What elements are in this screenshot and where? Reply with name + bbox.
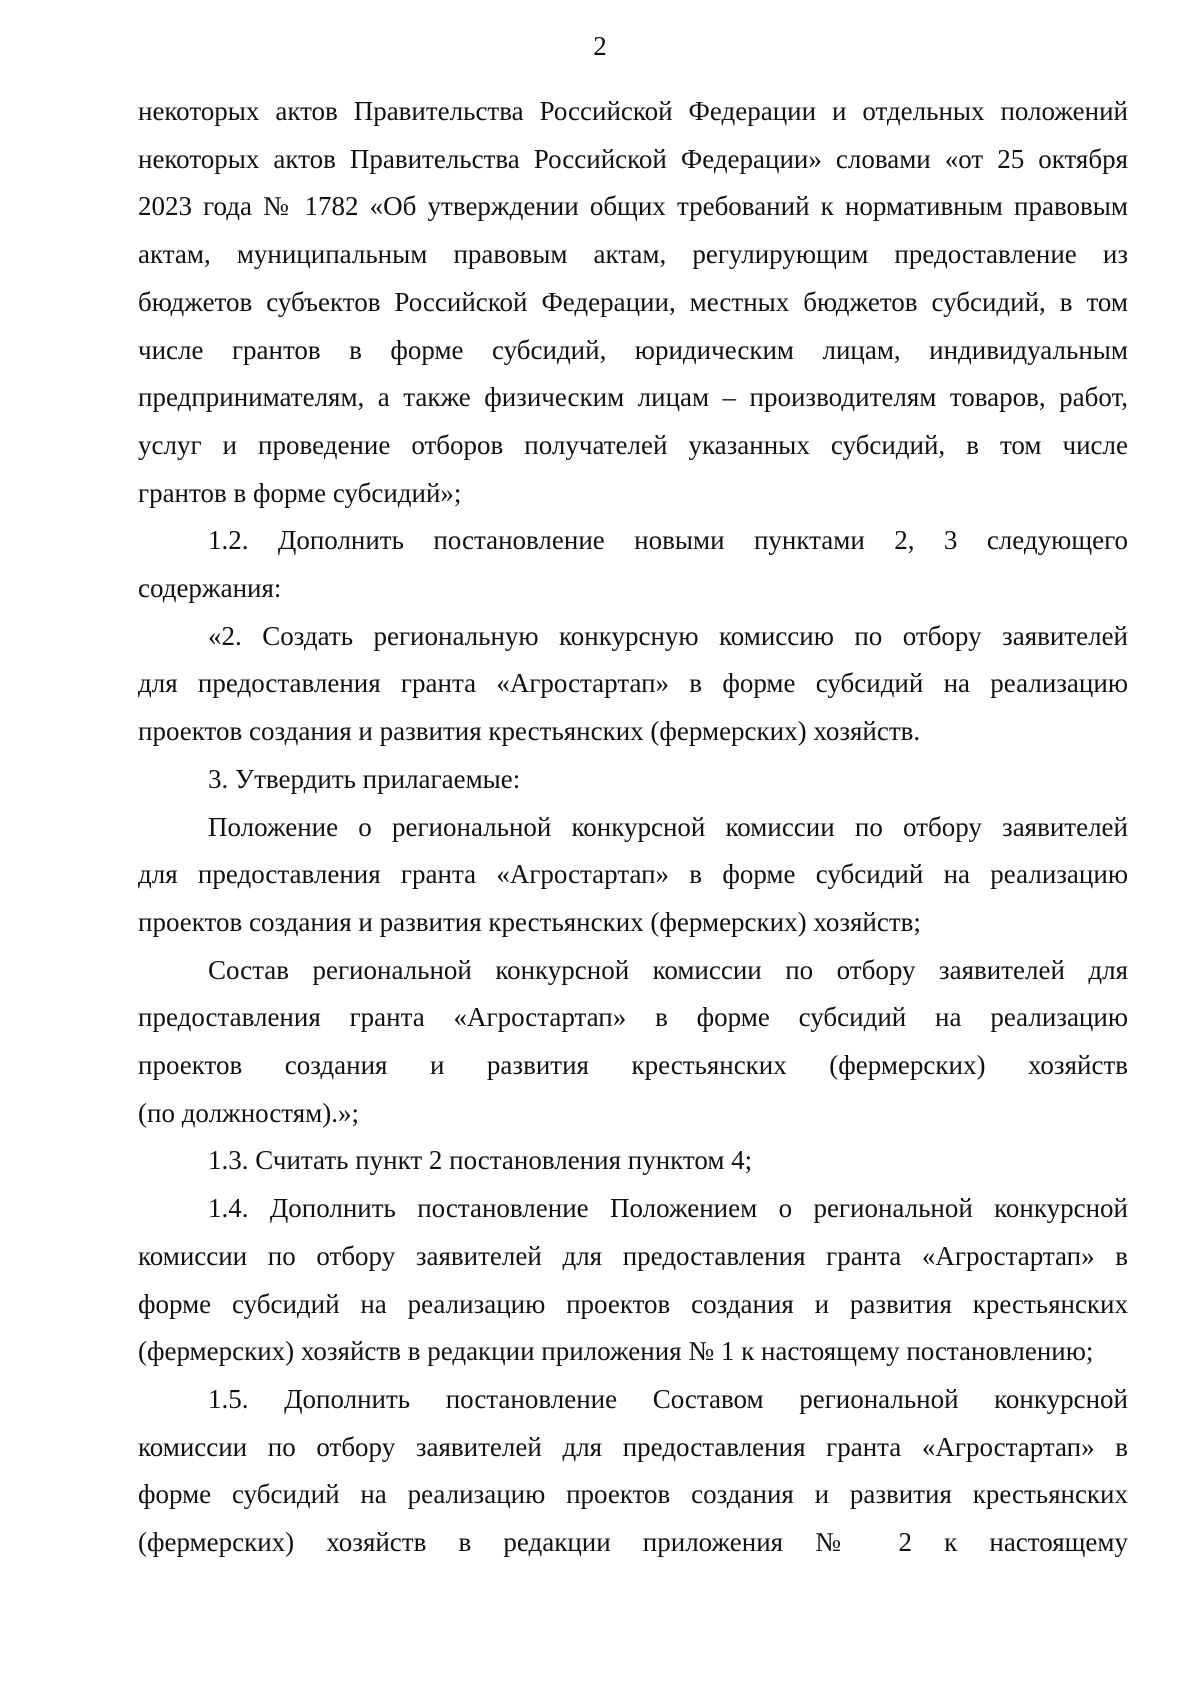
page-number: 2	[593, 31, 607, 61]
text-line: проектов создания и развития крестьянских (фермерских) хозяйств.	[138, 716, 921, 747]
text-line: содержания:	[138, 573, 282, 604]
text-line: бюджетов субъектов Российской Федерации, местных бюджетов субсидий, в том	[138, 286, 1128, 317]
text-line: услуг и проведение отборов получателей указанных субсидий, в том числе	[138, 429, 1128, 460]
text-line: комиссии по отбору заявителей для предоставления гранта «Агростартап» в	[138, 1240, 1128, 1271]
text-line: грантов в форме субсидий»;	[138, 477, 462, 508]
text-line: форме субсидий на реализацию проектов создания и развития крестьянских	[138, 1479, 1128, 1510]
text-line: 2023 года № 1782 «Об утверждении общих требований к нормативным правовым	[138, 191, 1128, 222]
text-line: 1.5. Дополнить постановление Составом региональной конкурсной	[208, 1383, 1128, 1414]
text-line: 3. Утвердить прилагаемые:	[208, 763, 521, 794]
text-line: проектов создания и развития крестьянских (фермерских) хозяйств;	[138, 906, 921, 937]
text-line: для предоставления гранта «Агростартап» в форме субсидий на реализацию	[138, 668, 1128, 699]
text-line: предпринимателям, а также физическим лицам – производителям товаров, работ,	[138, 382, 1128, 413]
text-line: некоторых актов Правительства Российской Федерации и отдельных положений	[138, 96, 1128, 126]
text-line: (фермерских) хозяйств в редакции приложения № 2 к настоящему	[138, 1527, 1128, 1558]
text-line: некоторых актов Правительства Российской Федерации» словами «от 25 октября	[138, 143, 1128, 174]
text-line: Состав региональной конкурсной комиссии по отбору заявителей для	[208, 954, 1128, 985]
text-line: 1.4. Дополнить постановление Положением о региональной конкурсной	[208, 1193, 1128, 1224]
text-line: актам, муниципальным правовым актам, регулирующим предоставление из	[138, 239, 1128, 270]
text-line: 1.2. Дополнить постановление новыми пунктами 2, 3 следующего	[208, 525, 1128, 556]
text-line: для предоставления гранта «Агростартап» в форме субсидий на реализацию	[138, 859, 1128, 890]
text-line: проектов создания и развития крестьянских (фермерских) хозяйств	[138, 1050, 1128, 1081]
text-line: комиссии по отбору заявителей для предоставления гранта «Агростартап» в	[138, 1431, 1128, 1462]
text-line: (по должностям).»;	[138, 1097, 359, 1128]
text-line: (фермерских) хозяйств в редакции приложения № 1 к настоящему постановлению;	[138, 1336, 1094, 1367]
text-line: форме субсидий на реализацию проектов создания и развития крестьянских	[138, 1288, 1128, 1319]
text-line: 1.3. Считать пункт 2 постановления пунктом 4;	[208, 1145, 753, 1176]
document-body	[138, 88, 1128, 1567]
text-line: числе грантов в форме субсидий, юридическим лицам, индивидуальным	[138, 334, 1128, 365]
text-line: предоставления гранта «Агростартап» в форме субсидий на реализацию	[138, 1002, 1128, 1033]
text-line: «2. Создать региональную конкурсную комиссию по отбору заявителей	[208, 620, 1128, 651]
text-line: Положение о региональной конкурсной комиссии по отбору заявителей	[208, 811, 1128, 842]
